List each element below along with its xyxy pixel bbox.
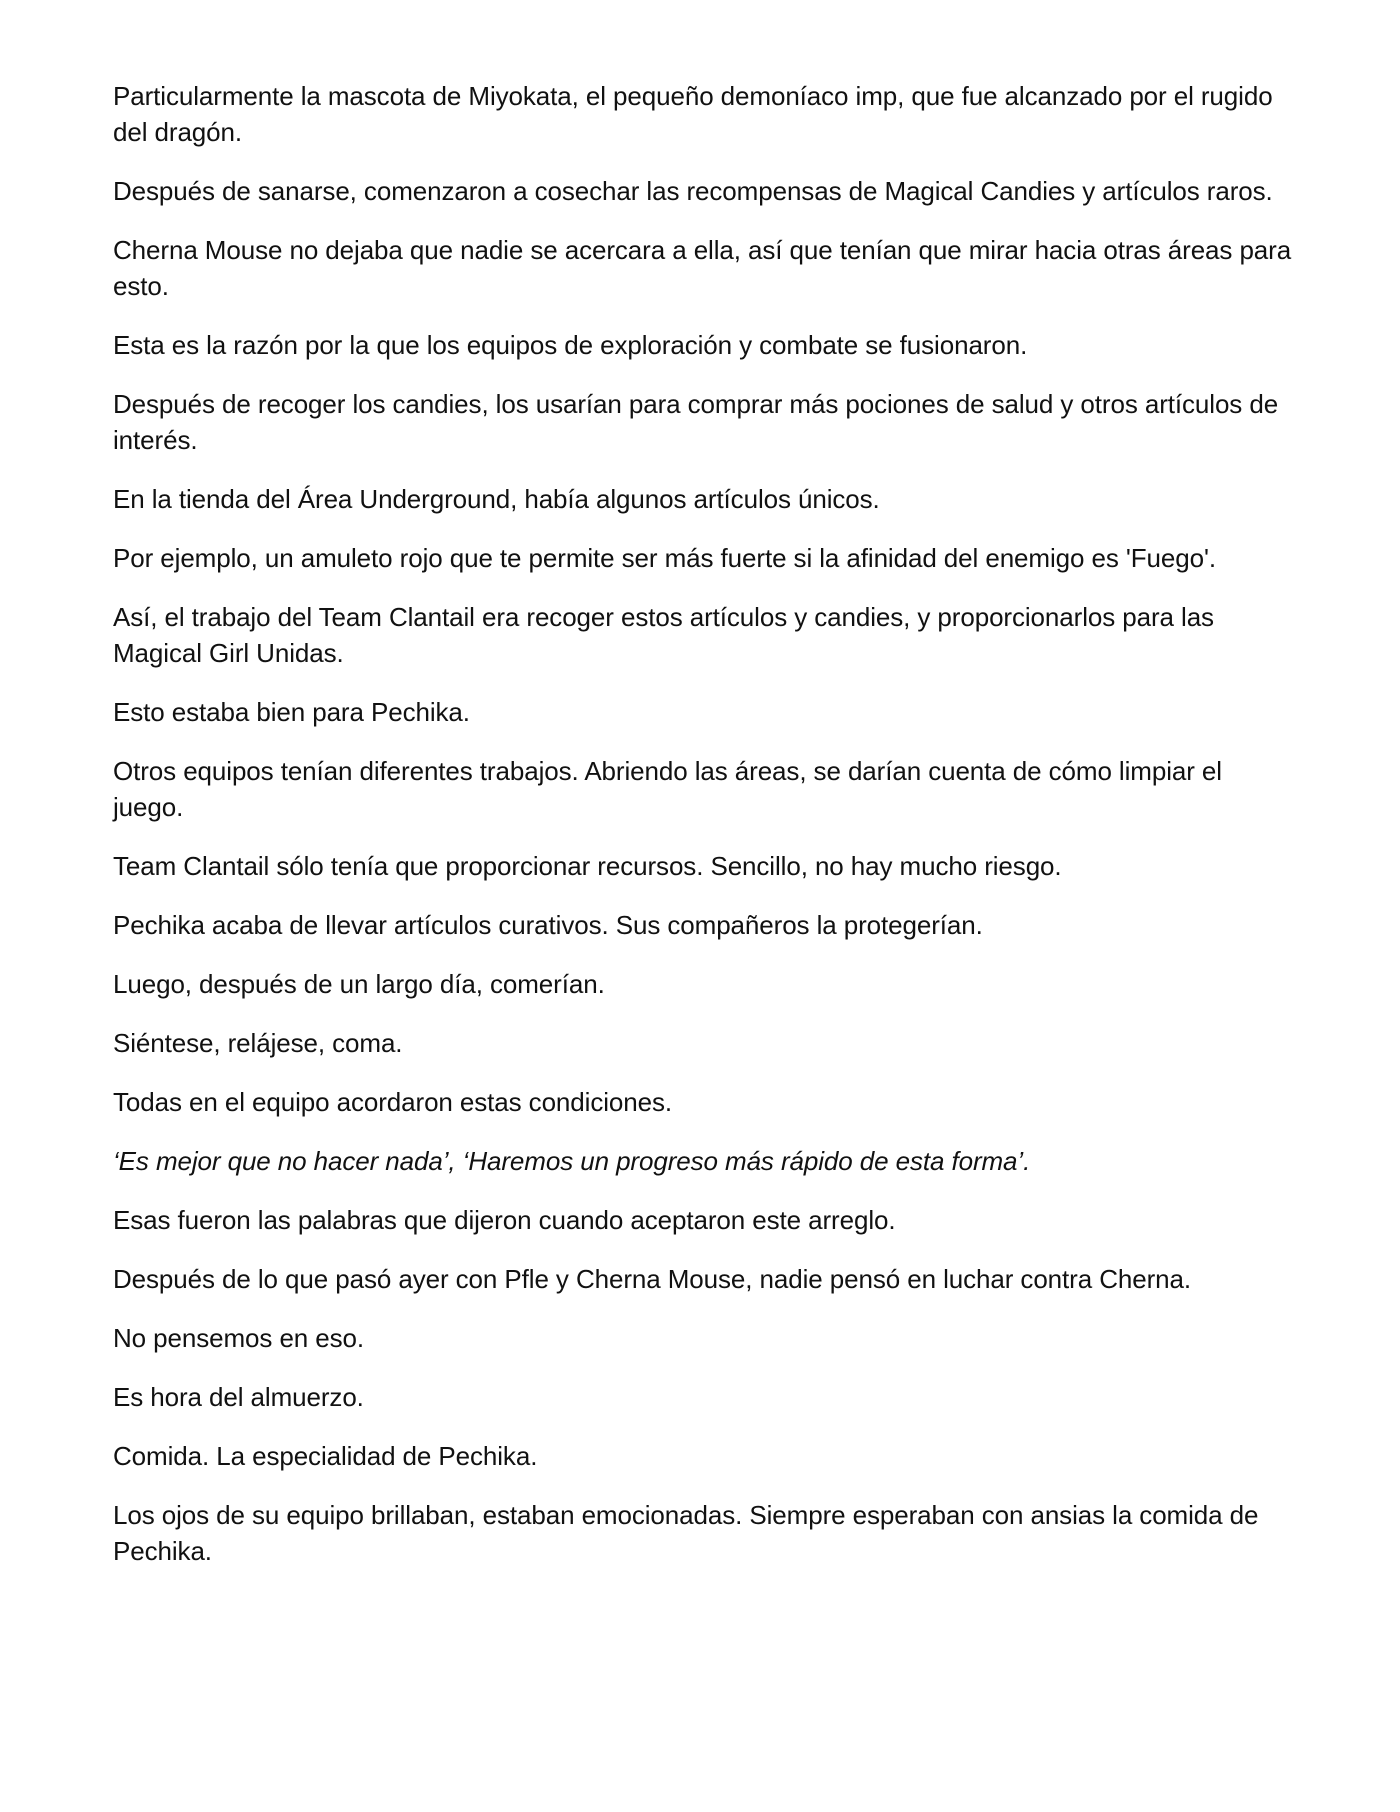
- paragraph: Otros equipos tenían diferentes trabajos. Abriendo las áreas, se darían cuenta de cómo limpiar el juego.: [113, 756, 1222, 822]
- paragraph: Por ejemplo, un amuleto rojo que te permite ser más fuerte si la afinidad del enemigo es 'Fuego'.: [113, 543, 1216, 573]
- paragraph: Luego, después de un largo día, comerían.: [113, 969, 605, 999]
- paragraph: Siéntese, relájese, coma.: [113, 1028, 403, 1058]
- italic-paragraph: ‘Es mejor que no hacer nada’, ‘Haremos un progreso más rápido de esta forma’.: [113, 1146, 1031, 1176]
- paragraph: Esta es la razón por la que los equipos de exploración y combate se fusionaron.: [113, 330, 1028, 360]
- paragraph: En la tienda del Área Underground, había algunos artículos únicos.: [113, 484, 880, 514]
- paragraph: Todas en el equipo acordaron estas condiciones.: [113, 1087, 673, 1117]
- paragraph: Esto estaba bien para Pechika.: [113, 697, 470, 727]
- paragraph: Es hora del almuerzo.: [113, 1382, 364, 1412]
- document-body: [113, 78, 1293, 1592]
- paragraph: Después de lo que pasó ayer con Pfle y Cherna Mouse, nadie pensó en luchar contra Cherna.: [113, 1264, 1191, 1294]
- paragraph: Comida. La especialidad de Pechika.: [113, 1441, 538, 1471]
- paragraph: Team Clantail sólo tenía que proporcionar recursos. Sencillo, no hay mucho riesgo.: [113, 851, 1062, 881]
- paragraph: Así, el trabajo del Team Clantail era recoger estos artículos y candies, y proporcionarlos para las Magical Girl Unidas.: [113, 602, 1214, 668]
- paragraph: Después de recoger los candies, los usarían para comprar más pociones de salud y otros artículos de interés.: [113, 389, 1279, 455]
- paragraph: Los ojos de su equipo brillaban, estaban emocionadas. Siempre esperaban con ansias la comida de Pechika.: [113, 1500, 1259, 1566]
- paragraph: Esas fueron las palabras que dijeron cuando aceptaron este arreglo.: [113, 1205, 896, 1235]
- paragraph: Cherna Mouse no dejaba que nadie se acercara a ella, así que tenían que mirar hacia otras áreas para esto.: [113, 235, 1292, 301]
- paragraph: No pensemos en eso.: [113, 1323, 365, 1353]
- paragraph: Particularmente la mascota de Miyokata, el pequeño demoníaco imp, que fue alcanzado por el rugido del dragón.: [113, 81, 1273, 147]
- paragraph: Después de sanarse, comenzaron a cosechar las recompensas de Magical Candies y artículos raros.: [113, 176, 1273, 206]
- paragraph: Pechika acaba de llevar artículos curativos. Sus compañeros la protegerían.: [113, 910, 983, 940]
